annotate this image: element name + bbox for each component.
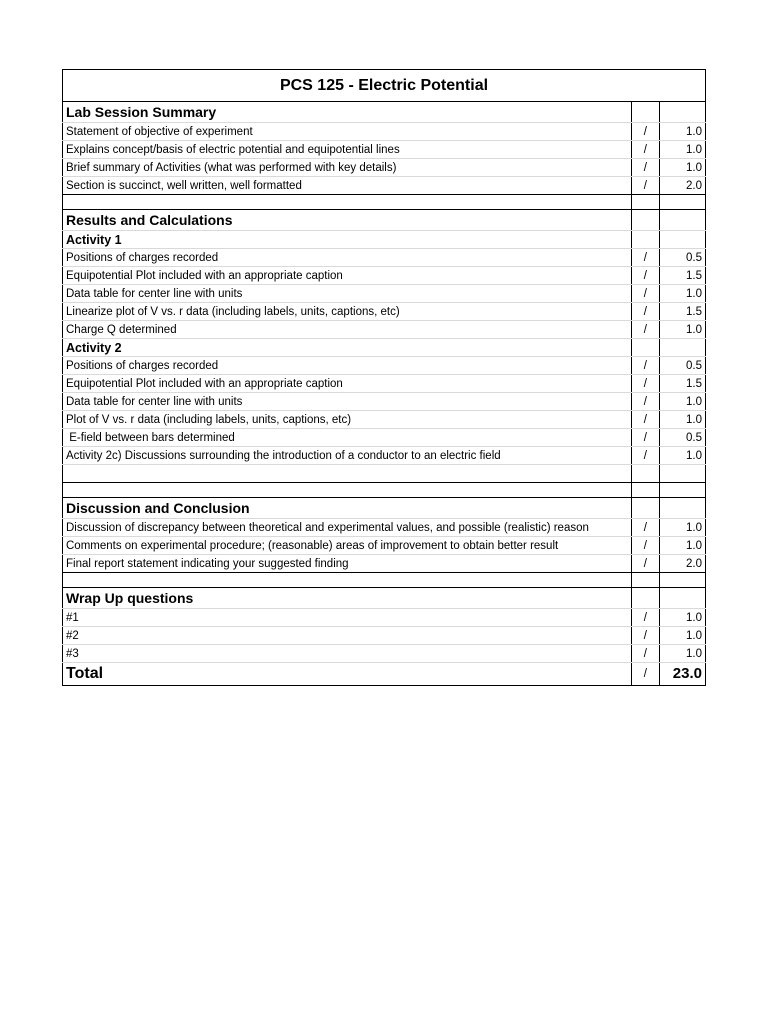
points-value: 1.0 [659, 519, 705, 537]
table-row [63, 645, 706, 663]
slash-separator: / [631, 555, 659, 573]
criterion-label: E-field between bars determined [63, 429, 632, 447]
criterion-label: Brief summary of Activities (what was performed with key details) [63, 159, 632, 177]
points-value: 1.0 [659, 285, 705, 303]
points-value: 2.0 [659, 177, 705, 195]
criterion-label: Data table for center line with units [63, 285, 632, 303]
points-value: 1.0 [659, 321, 705, 339]
slash-separator: / [631, 393, 659, 411]
criterion-label: Activity 2c) Discussions surrounding the introduction of a conductor to an electric field [63, 447, 632, 465]
slash-separator: / [631, 411, 659, 429]
points-value: 1.0 [659, 609, 705, 627]
criterion-label: Positions of charges recorded [63, 249, 632, 267]
slash-separator: / [631, 123, 659, 141]
points-value: 0.5 [659, 357, 705, 375]
slash-separator: / [631, 375, 659, 393]
slash-separator: / [631, 285, 659, 303]
table-row [63, 303, 706, 321]
table-row [63, 429, 706, 447]
table-row [63, 627, 706, 645]
spacer-row [63, 483, 706, 498]
slash-separator: / [631, 609, 659, 627]
table-row [63, 375, 706, 393]
table-row [63, 159, 706, 177]
table-row [63, 357, 706, 375]
title-row [63, 70, 706, 102]
table-row [63, 519, 706, 537]
slash-separator: / [631, 627, 659, 645]
subheading-row [63, 339, 706, 357]
slash-separator: / [631, 249, 659, 267]
points-value: 1.0 [659, 537, 705, 555]
slash-separator: / [631, 321, 659, 339]
criterion-label: Equipotential Plot included with an appropriate caption [63, 375, 632, 393]
slash-separator: / [631, 663, 659, 686]
criterion-label: #1 [63, 609, 632, 627]
activity-heading: Activity 2 [63, 339, 632, 357]
subheading-row [63, 231, 706, 249]
criterion-label: #2 [63, 627, 632, 645]
section-heading: Wrap Up questions [63, 588, 632, 609]
points-value: 0.5 [659, 249, 705, 267]
points-value: 1.0 [659, 645, 705, 663]
activity-heading: Activity 1 [63, 231, 632, 249]
spacer-row [63, 195, 706, 210]
points-value: 1.0 [659, 447, 705, 465]
table-row [63, 555, 706, 573]
table-row [63, 537, 706, 555]
table-row [63, 141, 706, 159]
slash-separator: / [631, 159, 659, 177]
points-value: 1.5 [659, 267, 705, 285]
slash-separator: / [631, 177, 659, 195]
spacer-row [63, 573, 706, 588]
criterion-label: Data table for center line with units [63, 393, 632, 411]
points-value: 1.0 [659, 159, 705, 177]
slash-separator: / [631, 141, 659, 159]
section-heading-row [63, 498, 706, 519]
points-value: 1.0 [659, 411, 705, 429]
section-heading: Discussion and Conclusion [63, 498, 632, 519]
table-row [63, 609, 706, 627]
points-value: 1.0 [659, 141, 705, 159]
criterion-label: Final report statement indicating your suggested finding [63, 555, 632, 573]
slash-separator: / [631, 267, 659, 285]
slash-separator: / [631, 447, 659, 465]
slash-separator: / [631, 429, 659, 447]
criterion-label: Equipotential Plot included with an appropriate caption [63, 267, 632, 285]
points-value: 1.5 [659, 375, 705, 393]
table-row [63, 123, 706, 141]
points-value: 2.0 [659, 555, 705, 573]
slash-separator: / [631, 645, 659, 663]
criterion-label: Explains concept/basis of electric potential and equipotential lines [63, 141, 632, 159]
points-value: 0.5 [659, 429, 705, 447]
total-label: Total [63, 663, 632, 686]
criterion-label: Plot of V vs. r data (including labels, units, captions, etc) [63, 411, 632, 429]
slash-separator: / [631, 357, 659, 375]
section-heading: Results and Calculations [63, 210, 632, 231]
total-points: 23.0 [659, 663, 705, 686]
slash-separator: / [631, 537, 659, 555]
section-heading: Lab Session Summary [63, 102, 632, 123]
points-value: 1.0 [659, 123, 705, 141]
table-row [63, 411, 706, 429]
table-row [63, 249, 706, 267]
criterion-label: Comments on experimental procedure; (reasonable) areas of improvement to obtain better result [63, 537, 632, 555]
table-row [63, 285, 706, 303]
table-row [63, 177, 706, 195]
criterion-label: Section is succinct, well written, well formatted [63, 177, 632, 195]
table-row [63, 321, 706, 339]
criterion-label: Statement of objective of experiment [63, 123, 632, 141]
criterion-label: Discussion of discrepancy between theoretical and experimental values, and possible (realistic) reason [63, 519, 632, 537]
table-row [63, 447, 706, 465]
slash-separator: / [631, 519, 659, 537]
total-row [63, 663, 706, 686]
page-title: PCS 125 - Electric Potential [63, 70, 706, 102]
criterion-label: #3 [63, 645, 632, 663]
points-value: 1.0 [659, 627, 705, 645]
spacer-row [63, 465, 706, 483]
table-row [63, 267, 706, 285]
section-heading-row [63, 588, 706, 609]
points-value: 1.0 [659, 393, 705, 411]
section-heading-row [63, 210, 706, 231]
criterion-label: Linearize plot of V vs. r data (including labels, units, captions, etc) [63, 303, 632, 321]
points-value: 1.5 [659, 303, 705, 321]
slash-separator: / [631, 303, 659, 321]
section-heading-row [63, 102, 706, 123]
rubric-table [62, 69, 706, 686]
criterion-label: Positions of charges recorded [63, 357, 632, 375]
criterion-label: Charge Q determined [63, 321, 632, 339]
table-row [63, 393, 706, 411]
